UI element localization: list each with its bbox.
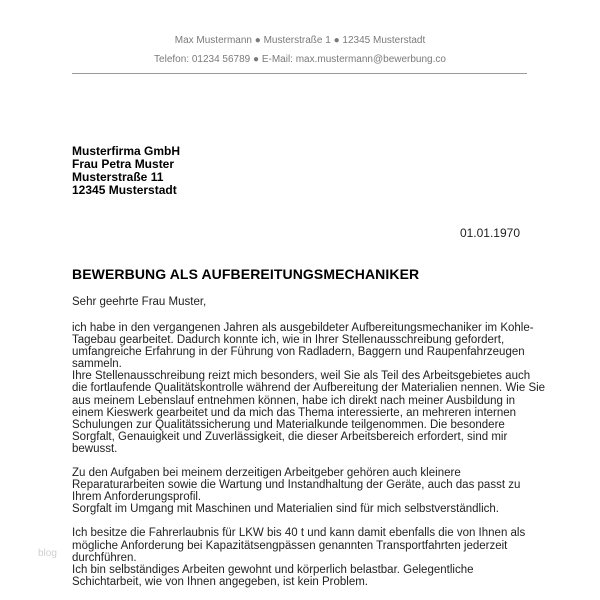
- body-line: Ich besitze die Fahrerlaubnis für LKW bis 40 t und kann damit ebenfalls die von Ihnen als: [72, 527, 526, 540]
- letter-subject: BEWERBUNG ALS AUFBEREITUNGSMECHANIKER: [72, 266, 420, 282]
- body-line: Schichtarbeit, wie von Ihnen angegeben, ist kein Problem.: [72, 575, 368, 588]
- body-line: Schulungen zur Qualitätssicherung und Materialkunde teilgenommen. Die besondere: [72, 418, 505, 431]
- body-line: Ich bin selbständiges Arbeiten gewohnt und körperlich belastbar. Gelegentliche: [72, 563, 474, 576]
- body-line: die fortlaufende Qualitätskontrolle während der Aufbereitung der Materialien nennen. Wie Sie: [72, 382, 546, 395]
- body-line: Reparaturarbeiten sowie die Wartung und Instandhaltung der Geräte, auch das passt zu: [72, 479, 521, 492]
- body-line: bewusst.: [72, 442, 118, 455]
- letter-body: [72, 322, 546, 588]
- body-line: Sorgfalt im Umgang mit Maschinen und Materialien sind für mich selbstverständlich.: [72, 503, 499, 516]
- sender-contact-line: Telefon: 01234 56789 ● E-Mail: max.mustermann@bewerbung.co: [154, 54, 446, 65]
- body-line: einem Kieswerk gearbeitet und da mich das Thema interessierte, an mehreren internen: [72, 406, 517, 419]
- body-line: durchführen.: [72, 551, 137, 564]
- body-line: sammeln.: [72, 358, 122, 371]
- paragraph-gap: [72, 515, 532, 527]
- recipient-address-block: [72, 145, 180, 197]
- paragraph-1: [72, 322, 546, 455]
- body-line: Sorgfalt, Genauigkeit und Zuverlässigkeit, die dieser Arbeitsbereich erfordert, sind mir: [72, 430, 508, 443]
- recipient-contact: Frau Petra Muster: [72, 157, 175, 171]
- body-line: mögliche Anforderung bei Kapazitätsengpässen genannten Transportfahrten jederzeit: [72, 539, 508, 552]
- header-divider: [72, 73, 527, 74]
- paragraph-3: [72, 527, 532, 587]
- body-line: ich habe in den vergangenen Jahren als ausgebildeter Aufbereitungsmechaniker im Kohle-: [72, 322, 534, 334]
- paragraph-gap: [72, 455, 532, 467]
- body-line: Zu den Aufgaben bei meinem derzeitigen Arbeitgeber gehören auch kleinere: [72, 467, 461, 480]
- body-line: umfangreiche Erfahrung in der Führung von Radladern, Baggern und Raupenfahrzeugen: [72, 346, 525, 359]
- body-line: Tagebau gearbeitet. Dadurch konnte ich, wie in Ihrer Stellenausschreibung gefordert,: [72, 334, 505, 347]
- body-line: Ihre Stellenausschreibung reizt mich besonders, weil Sie als Teil des Arbeitsgebietes auch: [72, 370, 531, 383]
- letter-date: 01.01.1970: [459, 226, 520, 240]
- recipient-street: Musterstraße 11: [72, 170, 164, 184]
- body-line: aus meinem Lebenslauf entnehmen können, habe ich direkt nach meiner Ausbildung in: [72, 394, 516, 407]
- recipient-company: Musterfirma GmbH: [72, 144, 181, 158]
- letter-salutation: Sehr geehrte Frau Muster,: [72, 296, 207, 308]
- body-line: Ihrem Anforderungsprofil.: [72, 491, 202, 504]
- paragraph-2: [72, 467, 532, 515]
- sender-address-line: Max Mustermann ● Musterstraße 1 ● 12345 Musterstadt: [174, 35, 426, 46]
- recipient-city: 12345 Musterstadt: [72, 183, 177, 197]
- watermark-text: blog: [38, 548, 57, 559]
